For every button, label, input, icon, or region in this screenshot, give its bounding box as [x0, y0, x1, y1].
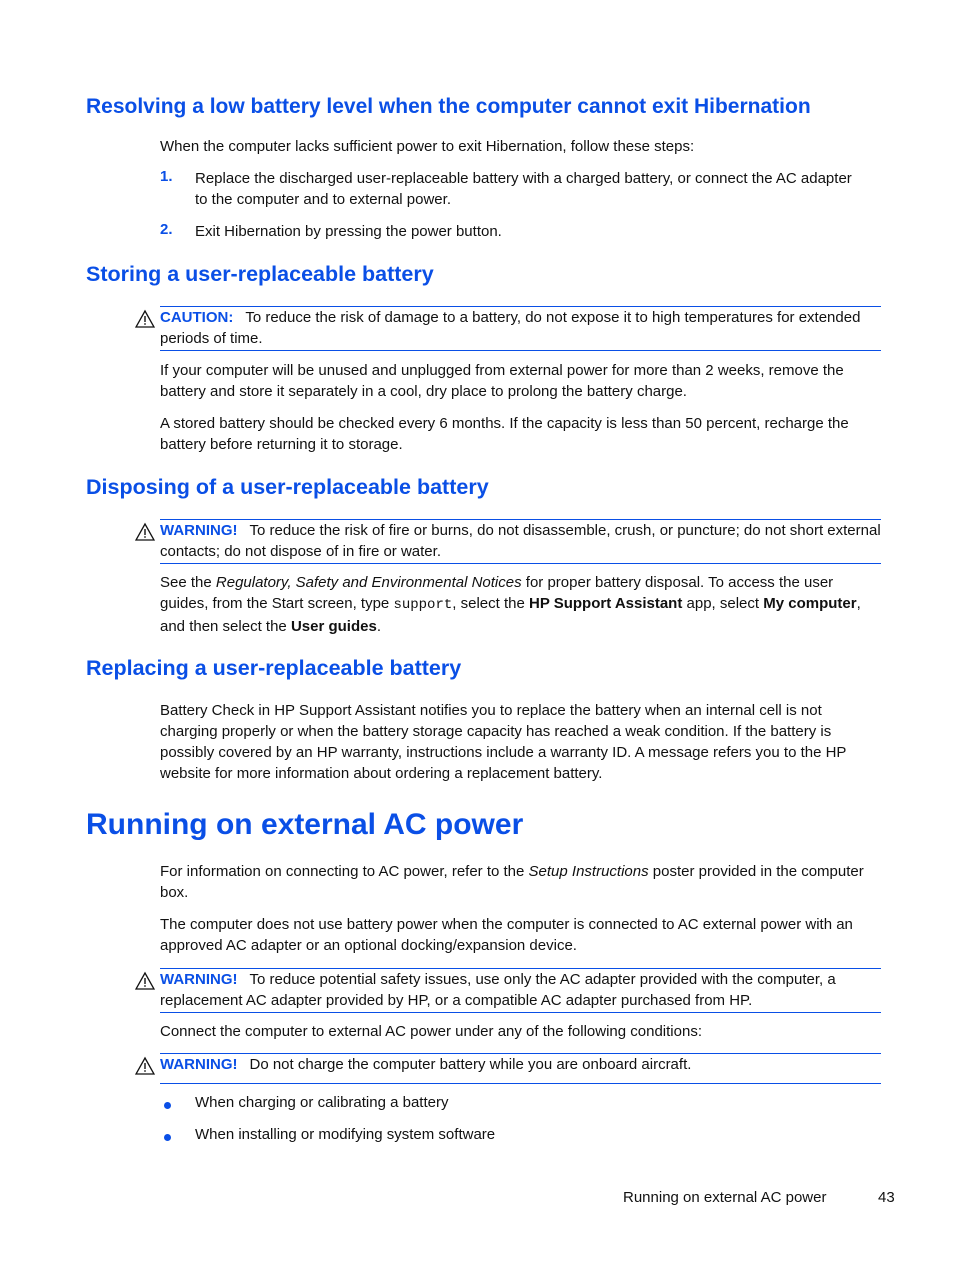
- caution-text: To reduce the risk of damage to a battery, do not expose it to high temperatures for extended periods of time.: [160, 309, 861, 347]
- heading-replacing-battery: Replacing a user-replaceable battery: [86, 656, 462, 680]
- running-para-3: Connect the computer to external AC power under any of the following conditions:: [160, 1023, 702, 1040]
- warning-label: WARNING!: [160, 522, 238, 539]
- text-run: , and then select the: [160, 595, 861, 635]
- list-item: When charging or calibrating a battery: [195, 1094, 449, 1111]
- warning-triangle-icon: [135, 309, 155, 329]
- warning-text: To reduce potential safety issues, use only the AC adapter provided with the computer, a replacement AC adapter provided by HP, or a compatible AC adapter purchased from HP.: [160, 971, 836, 1009]
- user-guides-term: User guides: [290, 618, 377, 635]
- text-run: for proper battery disposal. To access the user guides, from the Start screen, type: [160, 574, 834, 612]
- text-run: , select the: [452, 595, 529, 612]
- replacing-para: Battery Check in HP Support Assistant notifies you to replace the battery when an internal cell is not charging properly or when the battery storage capacity has reached a weak condition. If the battery is possibly covered by an HP warranty, instructions include a warranty ID. A message refers you to the HP website for more information about ordering a replacement battery.: [160, 702, 847, 782]
- caution-label: CAUTION:: [160, 309, 234, 326]
- warning-note-ac-adapter: [160, 968, 881, 1013]
- step-number: 1.: [160, 168, 173, 185]
- text-run: poster provided in the computer box.: [160, 863, 864, 901]
- warning-label: WARNING!: [160, 1056, 238, 1073]
- notices-title: Regulatory, Safety and Environmental Notices: [215, 574, 522, 591]
- bullet-icon: [164, 1102, 171, 1109]
- step-text: Exit Hibernation by pressing the power button.: [195, 223, 502, 240]
- heading-disposing-battery: Disposing of a user-replaceable battery: [86, 475, 489, 499]
- list-item: When installing or modifying system software: [195, 1126, 496, 1143]
- step-number: 2.: [160, 221, 173, 238]
- footer-title: Running on external AC power: [623, 1189, 827, 1206]
- text-run: See the: [160, 574, 216, 591]
- support-keyword: support: [393, 597, 453, 613]
- resolve-intro: When the computer lacks sufficient power to exit Hibernation, follow these steps:: [160, 138, 695, 155]
- warning-label: WARNING!: [160, 971, 238, 988]
- setup-instructions-title: Setup Instructions: [528, 863, 649, 880]
- disposing-para: [160, 572, 882, 637]
- warning-text: To reduce the risk of fire or burns, do not disassemble, crush, or puncture; do not short external contacts; do not dispose of in fire or water.: [160, 522, 881, 560]
- storing-para-1: If your computer will be unused and unplugged from external power for more than 2 weeks, remove the battery and store it separately in a cool, dry place to prolong the battery charge.: [160, 362, 844, 400]
- heading-running-ac-power: Running on external AC power: [86, 808, 524, 841]
- warning-triangle-icon: [135, 522, 155, 542]
- storing-para-2: A stored battery should be checked every 6 months. If the capacity is less than 50 percent, recharge the battery before returning it to storage.: [160, 415, 849, 453]
- text-run: For information on connecting to AC power, refer to the: [160, 863, 529, 880]
- bullet-icon: [164, 1134, 171, 1141]
- text-run: app, select: [682, 595, 764, 612]
- my-computer-term: My computer: [763, 595, 857, 612]
- text-run: .: [376, 618, 381, 635]
- running-para-2: The computer does not use battery power when the computer is connected to AC external power with an approved AC adapter or an optional docking/expansion device.: [160, 916, 853, 954]
- warning-note-fire: [160, 519, 881, 564]
- page-number: 43: [878, 1189, 895, 1206]
- step-text: Replace the discharged user-replaceable battery with a charged battery, or connect the AC adapter to the computer and to external power.: [195, 170, 852, 208]
- heading-storing-battery: Storing a user-replaceable battery: [86, 262, 434, 286]
- heading-resolving-low-battery: Resolving a low battery level when the computer cannot exit Hibernation: [86, 95, 811, 118]
- hp-support-assistant-term: HP Support Assistant: [528, 595, 683, 612]
- caution-note: [160, 306, 881, 351]
- warning-text: Do not charge the computer battery while you are onboard aircraft.: [249, 1056, 692, 1073]
- warning-triangle-icon: [135, 1056, 155, 1076]
- running-para-1: [160, 861, 882, 903]
- warning-triangle-icon: [135, 971, 155, 991]
- warning-note-aircraft: [160, 1053, 881, 1084]
